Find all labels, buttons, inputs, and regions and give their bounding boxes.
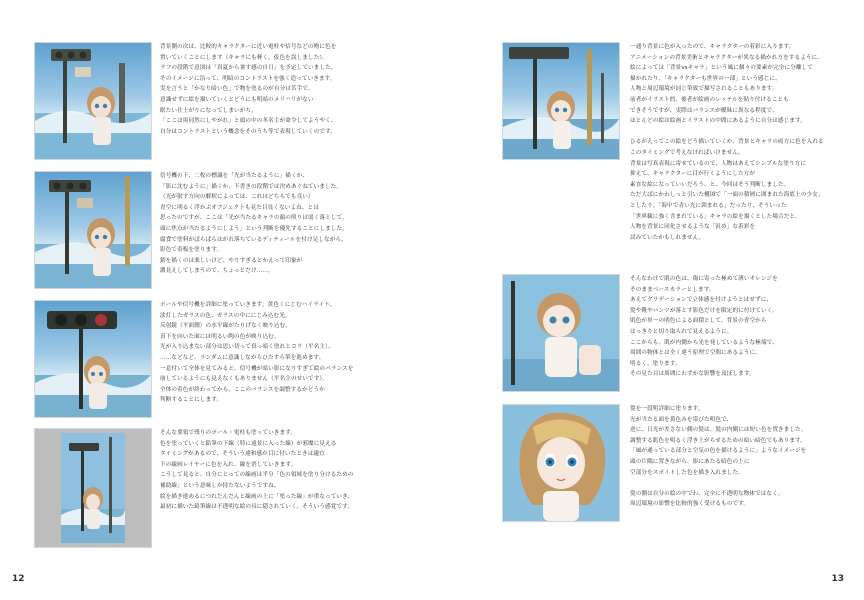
text-line: アニメーションの背景美術とキャラクターが異なる描かれ方をするように、 [630,54,823,61]
left-section-4-text [160,428,353,513]
illustration-art [503,43,619,159]
text-line: 絵によっては「背景vsキャラ」という風に個々の要素が完全に分離して [630,65,813,72]
text-line: 下の線画レイヤーに色を入れ、線を消していきます。 [160,461,297,468]
text-line: タイミングがあるので、そういう違和感が目に付いたときは適宜 [160,451,325,458]
text-line: そんなわけで肌の色は、傷に寄った極めて薄いオレンジを [630,276,778,282]
text-line: 思ったのですが、ここは「光が当たるキャラの顔の照りは弱く落として、 [160,215,348,222]
text-line: 「風が通っている部分と空気の色を描けるように」ようなイメージを [630,448,807,455]
text-line: 頭の片隅に置きながら、影にあたる暗色の上に [630,458,750,465]
text-line: 青空に明るく浮かぶオブジェクトも見た目良くないよね、とは [160,204,319,211]
text-line: 光が入り込まない部分は思い切って真っ暗く塗れとコラ（平名主）、 [160,344,334,351]
text-line: 補助線」という意味しか持たないようですね。 [160,482,280,489]
text-line: 光が当たる面を黄色みを帯びた明色で、 [630,416,733,423]
text-line: 人物と周辺環境が同じ筆致で描写されることもあります。 [630,86,778,93]
left-section-2-text [160,171,348,277]
illustration-art [503,405,619,521]
text-line: 全体の着色が終わってから、ここのバランスを調整するかどうか [160,386,325,393]
text-line: 判断することにします。 [160,397,223,404]
text-line: その見た目は周囲にわずかな影響を及ぼします。 [630,371,755,378]
text-line: こうして見ると、自分にとっての線画は半分「色の領域を塗り分けるための [160,472,354,479]
text-line: 淡灯したガラスの色、ガラスの中ににじみ込む光、 [160,312,291,319]
text-line: 影色で着板を塗ります。 [160,247,223,254]
illustration-character-hair [502,404,620,522]
text-line: 「世界観に強く含まれている」キャラの絵を描くとした場合だと、 [630,213,801,220]
illustration-traffic-signal-1 [34,42,152,160]
text-line: 試みていたかもしれません。 [630,234,705,241]
page-number: 12 [12,574,25,584]
illustration-character-skin [502,274,620,392]
text-line: 一通り背景に色が入ったので、キャラクターの着彩に入ります。 [630,44,795,50]
text-line: 描かれたり、「キャラクターも世界の一部」という感じに、 [630,75,781,82]
text-line: 髪を一段明詳細に塗ります。 [630,406,704,412]
text-line: 肌色が単一の明色による面積として、背景の青空から [630,318,767,325]
text-line: そのままベースカラーとします。 [630,286,715,293]
illustration-art [35,43,151,159]
text-line: 明るく、塗ります。 [630,360,681,367]
text-line: 人物を背景に同化させるような「汎め」な着彩を [630,224,756,231]
text-line: 「影に沈むように」描くか、下書きの段階では決めあぐねていました。 [160,183,343,190]
text-line: 背景は写真表現に寄せているので、人物はあえてシンプルな塗り方に [630,160,807,167]
text-line: ポールや信号機を詳細に塗っていきます。黄色くにじむハイライト、 [160,302,336,308]
text-line: 調整する肌色を明るく浮き上がらせるための暗い暗色でもあります。 [630,437,806,444]
text-line: 「ここは黒同然にしやがれ」と頭の中の冬名主が命令してようやく、 [160,118,337,125]
text-line: 崩しているようにも見えなくもありません（平名主のせいです）。 [160,376,329,383]
illustration-character-base [502,42,620,160]
text-line: 腐食で塗料がぱらぱらはがれ落ちているディティールを付け足しながら、 [160,236,347,243]
illustration-art [35,301,151,417]
text-line: 真下を向いた面には明るい陶の色が映り込む、 [160,333,280,340]
illustration-art [35,429,151,547]
text-line: ただ大ばにかわしっと引いた構図で「一面の積層に囲まれた海底上の少女」 [630,192,824,199]
text-line: 髪の側は自分の絵の中でわ、完全に不透明な物体ではなく、 [630,490,784,497]
illustration-traffic-signal-3 [34,300,152,418]
text-line: できそうですが、実際はバランスが曖昧に異なる程度で、 [630,107,778,114]
text-line: このタイミングで考えなければいけません。 [630,149,744,156]
text-line: ラフの段階で意図は「真夏から暑す感の自日」を予定していました。 [160,65,337,72]
text-line: あえてグラデーションで立体感を付けようとはせずに、 [630,297,773,304]
text-line: 色を塗っていくと鉛筆の下線（特に遠景に入った線）が邪魔に見える [160,440,337,447]
text-line: はっきりと切り取られて見えるように。 [630,328,733,335]
right-section-1-text [630,42,824,243]
text-line: としたり、「海中で青い光に囲まれる」だったり、そういった [630,202,787,209]
text-line: （光が射す方向の解釈によっては、これはどちらでも良い） [160,194,314,201]
text-line: そのイメージに沿って、明暗のコントラストを強く造っていきます。 [160,75,336,82]
text-line: 頭に焦点が当たるようにしよう」という判断を優先することにしました。 [160,225,348,232]
text-line: 自分はコントラストという概念をそのうち等で表現していくのです。 [160,128,336,135]
left-section-1-text [160,42,337,137]
text-line: 濃見えしてしまうので、ちょっとだけ……。 [160,268,274,275]
text-line: そんな要領で残りのポール・電柱も塗っていきます。 [160,430,297,436]
text-line: 反射鏡（平面側）の水平線がたりげなく映り込む、 [160,323,291,330]
text-line: 髪や靴やパンツが落とす影色だけを限定的に付けていく。 [630,307,778,314]
text-line: 素直な絵になっていいだろう、と、今回はそう判断しました。 [630,181,790,188]
right-page [432,0,864,600]
text-line: 置いていくことにします（キャラにも軽く、仮色を誤しました）。 [160,54,328,61]
text-line: 逆に、日光が差さない側の髪は、髪の内側には短い色を置きました。 [630,427,807,434]
paragraph-gap [630,127,824,138]
text-line: 眠たい仕上がりになってしまいがち。 [160,107,257,114]
text-line: 最初に描いた鉛筆線は不透明な絵の具に隠されていく、そういう感覚です。 [160,504,354,511]
text-line: 周囲の物体とは全く違う原理で空間にあるように、 [630,350,761,357]
text-line: ほとんどの絵は絵画とイラストの中間にあるように自分は感じます。 [630,118,806,125]
text-line: 意識せずに絵を描いていくとどうにも明暗のメリハリがない [160,96,314,103]
text-line: 周辺環境の影響を比較的強く受けるものです。 [630,501,750,508]
right-section-3-text [630,404,807,510]
text-line: ここからも、肌が内側から光を発しているような極端で、 [630,339,778,346]
text-line: 背景側の次は、比較的キャラクターに近い電柱や信号などの物に色を [160,44,337,50]
text-line: ひるがえってこの絵をどう描いていくか、背景とキャラの両方に色を入れる [630,139,824,146]
left-section-3-text [160,300,353,406]
text-line: 一息付いて全体を見てみると、信号機が暗い影になりすぎて絵のバランスを [160,365,354,372]
right-section-2-text [630,274,778,380]
illustration-art [503,275,619,391]
text-line: 実を言うと「かなり暗い色」で物を塗るのが自分は苦手で、 [160,86,314,93]
text-line: 抑えて、キャラクターに目が行くようにした方が [630,171,756,178]
illustration-traffic-signal-2 [34,171,152,289]
text-line: 絵を描き進めるにつれだんだんと線画の上に「塗った線」が重なっていき、 [160,493,354,500]
text-line: 信号機の下、二枚の標識を「光が当たるように」描くか、 [160,173,309,179]
text-line: ……などなど、ランダムに意識しながらひたすら筆を進めます。 [160,354,325,361]
text-line: 空部分をスポイトした色を描き入れました。 [630,469,744,476]
text-line: 前者がイラスト的、後者が絵画のレッテルを貼り付けることも [630,96,789,103]
illustration-full-poles [34,428,152,548]
page-number: 13 [831,574,844,584]
illustration-art [35,172,151,288]
paragraph-gap [630,478,807,489]
text-line: 錆を描くのは楽しいけど、やりすぎるとかえって印象が [160,257,303,264]
